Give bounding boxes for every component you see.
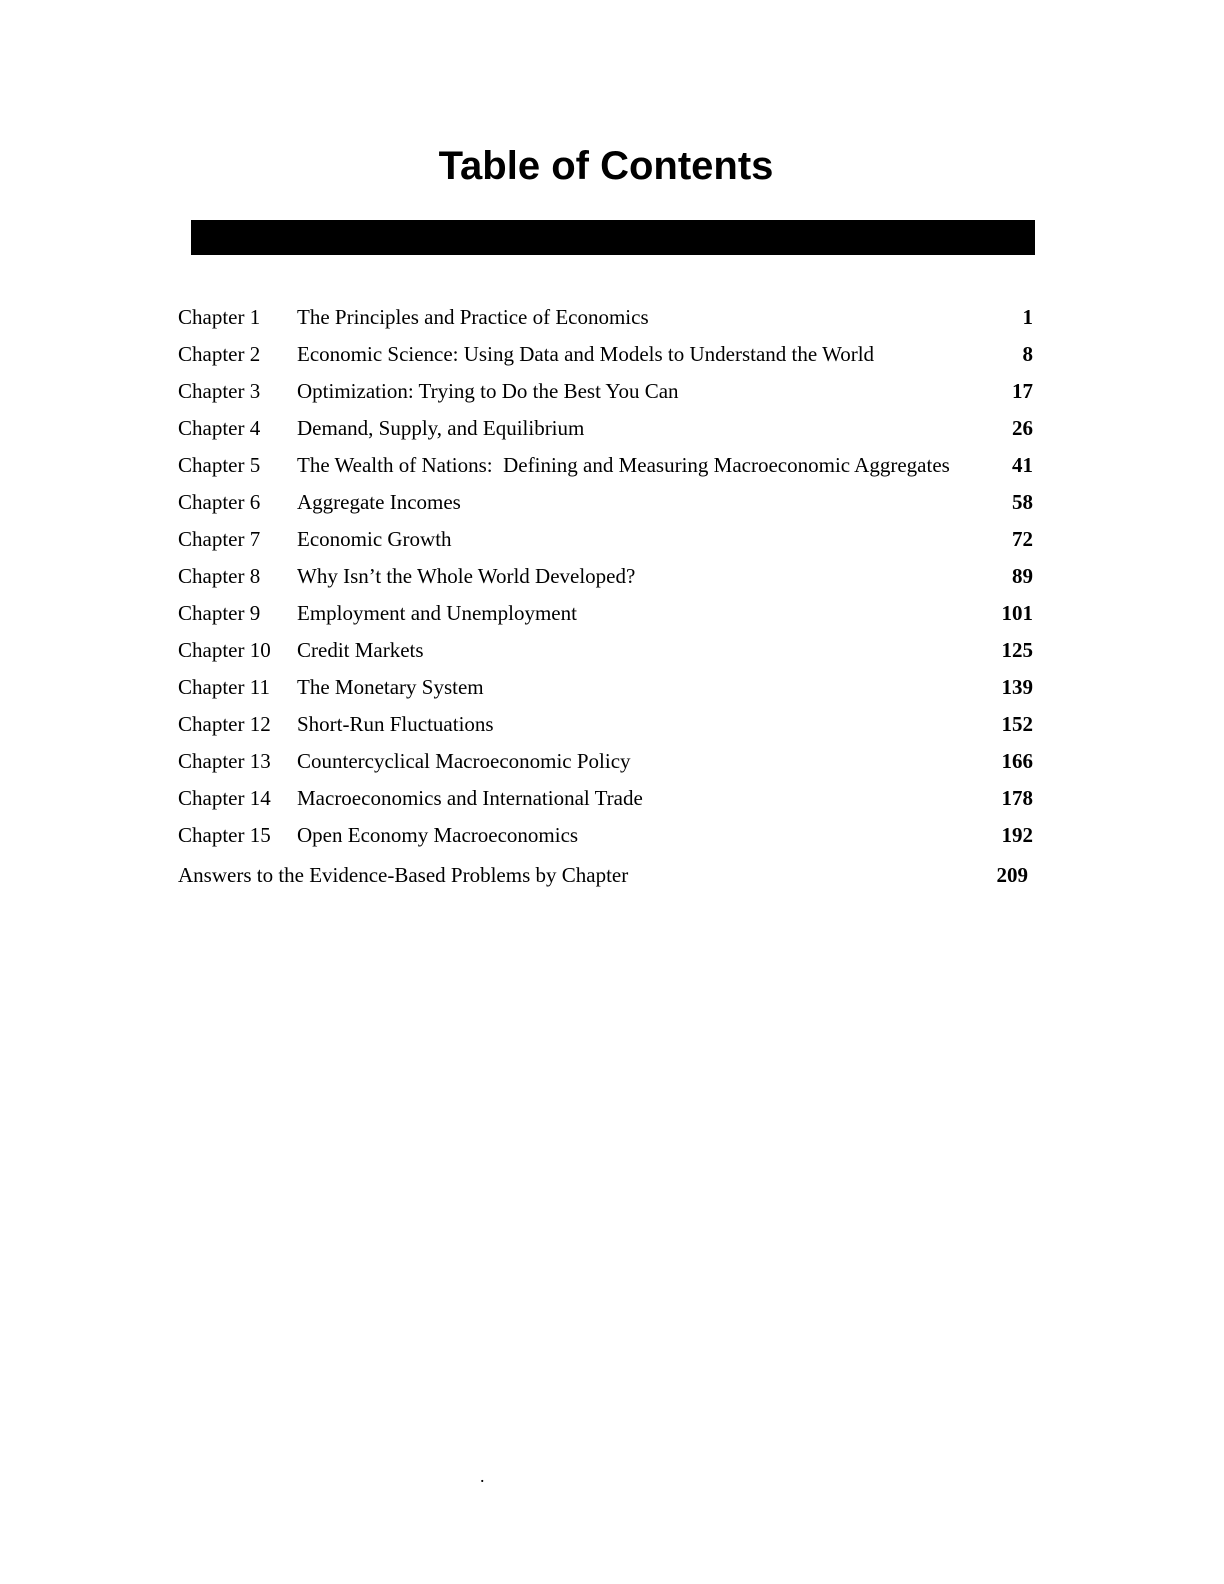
toc-chapter-title: Open Economy Macroeconomics [297,823,579,847]
toc-page-number: 58 [1012,490,1033,514]
page-title: Table of Contents [438,144,774,188]
toc-page-number: 8 [1022,342,1033,366]
toc-entry-chapter-10[interactable] [178,632,1036,669]
toc-chapter-label: Chapter 5 [178,453,261,477]
toc-chapter-title: Countercyclical Macroeconomic Policy [297,749,631,773]
toc-chapter-title: Economic Growth [297,527,452,551]
toc-page-number: 41 [1012,453,1033,477]
toc-chapter-title: Optimization: Trying to Do the Best You Can [297,379,679,403]
toc-entry-chapter-13[interactable] [178,743,1036,780]
toc-chapter-title: Short-Run Fluctuations [297,712,494,736]
toc-chapter-title: Macroeconomics and International Trade [297,786,643,810]
toc-entry-chapter-14[interactable] [178,780,1036,817]
toc-page-number: 1 [1022,305,1033,329]
toc-page-number: 139 [1001,675,1033,699]
toc-chapter-title: Economic Science: Using Data and Models to Understand the World [297,342,875,366]
toc-chapter-title: Credit Markets [297,638,424,662]
title-divider-bar [191,220,1035,255]
toc-page-number: 125 [1001,638,1033,662]
toc-chapter-title: Employment and Unemployment [297,601,577,625]
toc-chapter-label: Chapter 15 [178,823,271,847]
toc-answers-page-number: 209 [996,863,1028,887]
toc-chapter-label: Chapter 11 [178,675,270,699]
toc-chapter-label: Chapter 8 [178,564,261,588]
toc-entry-chapter-1[interactable] [178,299,1036,336]
toc-entry-chapter-15[interactable] [178,817,1036,854]
toc-page-number: 178 [1001,786,1033,810]
toc-chapter-label: Chapter 3 [178,379,261,403]
toc-chapter-label: Chapter 14 [178,786,271,810]
toc-entry-chapter-5[interactable] [178,447,1036,484]
toc-chapter-title: The Monetary System [297,675,484,699]
toc-entry-chapter-3[interactable] [178,373,1036,410]
toc-chapter-label: Chapter 1 [178,305,261,329]
toc-chapter-title: The Wealth of Nations: Defining and Measuring Macroeconomic Aggregates [297,453,950,477]
toc-chapter-label: Chapter 9 [178,601,261,625]
toc-chapter-label: Chapter 13 [178,749,271,773]
toc-chapter-title: The Principles and Practice of Economics [297,305,649,329]
toc-answers-label: Answers to the Evidence-Based Problems by Chapter [178,863,629,887]
toc-page-number: 166 [1001,749,1033,773]
toc-entry-chapter-9[interactable] [178,595,1036,632]
toc-page-number: 72 [1012,527,1033,551]
toc-entry-chapter-8[interactable] [178,558,1036,595]
toc-entry-chapter-11[interactable] [178,669,1036,706]
toc-page-number: 26 [1012,416,1033,440]
toc-entry-chapter-7[interactable] [178,521,1036,558]
toc-entry-chapter-4[interactable] [178,410,1036,447]
toc-page-number: 101 [1001,601,1033,625]
toc-chapter-label: Chapter 10 [178,638,271,662]
toc-chapter-label: Chapter 4 [178,416,261,440]
toc-chapter-title: Aggregate Incomes [297,490,461,514]
toc-chapter-label: Chapter 12 [178,712,271,736]
toc-entry-chapter-12[interactable] [178,706,1036,743]
toc-chapter-label: Chapter 6 [178,490,261,514]
toc-chapter-title: Why Isn’t the Whole World Developed? [297,564,636,588]
toc-entry-chapter-2[interactable] [178,336,1036,373]
toc-page-number: 17 [1012,379,1033,403]
toc-page-number: 152 [1001,712,1033,736]
toc-entry-chapter-6[interactable] [178,484,1036,521]
toc-list [178,299,1036,854]
toc-entry-answers[interactable] [178,857,1036,894]
toc-chapter-label: Chapter 7 [178,527,261,551]
footer-mark: . [480,1466,485,1486]
toc-page-number: 192 [1001,823,1033,847]
toc-chapter-title: Demand, Supply, and Equilibrium [297,416,585,440]
toc-chapter-label: Chapter 2 [178,342,261,366]
toc-page-number: 89 [1012,564,1033,588]
